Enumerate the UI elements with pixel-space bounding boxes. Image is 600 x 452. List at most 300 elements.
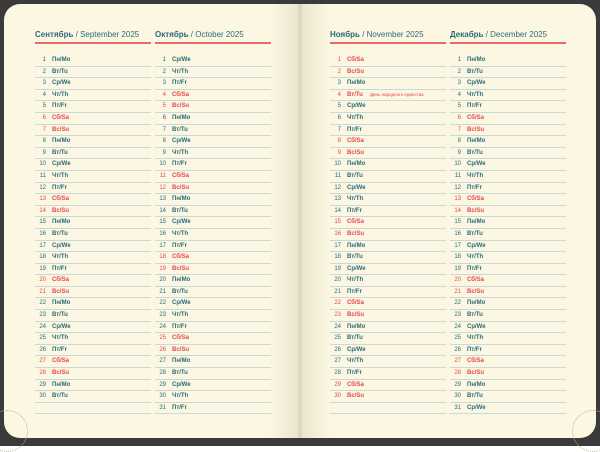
day-row[interactable] bbox=[330, 90, 446, 102]
weekday: Вт/Tu bbox=[52, 230, 68, 237]
month-november bbox=[330, 30, 446, 414]
month-header: Декабрь / December 2025 bbox=[450, 30, 548, 39]
day-row[interactable] bbox=[35, 101, 151, 113]
day-number: 21 bbox=[454, 288, 461, 295]
day-row[interactable] bbox=[35, 275, 151, 287]
day-row[interactable] bbox=[450, 356, 566, 368]
day-row[interactable] bbox=[35, 310, 151, 322]
day-row[interactable] bbox=[35, 356, 151, 368]
day-number: 6 bbox=[42, 114, 46, 121]
day-row[interactable] bbox=[35, 78, 151, 90]
day-row[interactable] bbox=[450, 67, 566, 79]
day-number: 24 bbox=[454, 323, 461, 330]
weekday: Пн/Mo bbox=[52, 57, 71, 63]
weekday: Ср/We bbox=[172, 219, 191, 226]
day-row[interactable] bbox=[330, 67, 446, 79]
day-row[interactable] bbox=[35, 229, 151, 241]
day-row[interactable] bbox=[155, 67, 271, 79]
weekday: Вт/Tu bbox=[172, 126, 188, 133]
day-row[interactable] bbox=[330, 380, 446, 392]
day-row[interactable] bbox=[450, 275, 566, 287]
weekday: Вт/Tu bbox=[467, 68, 483, 75]
day-number: 26 bbox=[334, 346, 341, 353]
day-row[interactable] bbox=[35, 391, 151, 403]
day-number: 30 bbox=[159, 393, 166, 400]
day-number: 24 bbox=[159, 323, 166, 330]
weekday: Пт/Fr bbox=[172, 242, 187, 249]
day-number: 29 bbox=[159, 381, 166, 388]
day-number: 3 bbox=[162, 80, 166, 87]
day-number: 24 bbox=[334, 323, 341, 330]
day-number: 21 bbox=[39, 288, 46, 295]
month-september bbox=[35, 30, 151, 414]
weekday: Пт/Fr bbox=[52, 184, 67, 191]
day-row[interactable] bbox=[155, 229, 271, 241]
day-row[interactable] bbox=[155, 345, 271, 357]
weekday: Вс/Su bbox=[52, 288, 70, 295]
day-row[interactable] bbox=[450, 403, 566, 415]
day-number: 8 bbox=[162, 138, 166, 145]
day-number: 13 bbox=[159, 196, 166, 203]
weekday: Сб/Sa bbox=[347, 138, 364, 145]
weekday: Сб/Sa bbox=[347, 57, 364, 63]
day-number: 5 bbox=[42, 103, 46, 110]
day-row[interactable] bbox=[330, 391, 446, 403]
weekday: Сб/Sa bbox=[52, 277, 69, 284]
day-row[interactable] bbox=[330, 159, 446, 171]
day-number: 4 bbox=[337, 91, 341, 98]
day-row[interactable] bbox=[155, 101, 271, 113]
weekday: Сб/Sa bbox=[467, 277, 484, 284]
day-number: 22 bbox=[454, 300, 461, 307]
day-number: 14 bbox=[334, 207, 341, 214]
day-number: 22 bbox=[39, 300, 46, 307]
weekday: Вт/Tu bbox=[52, 312, 68, 319]
day-row[interactable] bbox=[450, 113, 566, 125]
weekday: Сб/Sa bbox=[52, 196, 69, 203]
weekday: Чт/Th bbox=[347, 358, 364, 365]
day-row[interactable] bbox=[155, 391, 271, 403]
weekday: Чт/Th bbox=[347, 196, 364, 203]
day-row[interactable] bbox=[450, 368, 566, 380]
day-row[interactable] bbox=[330, 55, 446, 67]
weekday: Вт/Tu bbox=[172, 370, 188, 377]
day-number: 20 bbox=[454, 277, 461, 284]
day-number: 4 bbox=[162, 91, 166, 98]
day-row[interactable] bbox=[155, 183, 271, 195]
weekday: Чт/Th bbox=[172, 149, 189, 156]
day-row[interactable] bbox=[35, 368, 151, 380]
day-row[interactable] bbox=[155, 171, 271, 183]
day-row[interactable] bbox=[330, 194, 446, 206]
day-number: 10 bbox=[39, 161, 46, 168]
day-row[interactable] bbox=[330, 275, 446, 287]
day-row[interactable] bbox=[35, 183, 151, 195]
day-row[interactable] bbox=[35, 217, 151, 229]
weekday: Вс/Su bbox=[347, 68, 365, 75]
weekday: Чт/Th bbox=[347, 277, 364, 284]
month-name-ru: Ноябрь bbox=[330, 30, 360, 39]
day-number: 18 bbox=[159, 254, 166, 261]
day-row[interactable] bbox=[35, 136, 151, 148]
weekday: Ср/We bbox=[172, 300, 191, 307]
weekday: Сб/Sa bbox=[52, 114, 69, 121]
day-row[interactable] bbox=[155, 217, 271, 229]
day-row[interactable] bbox=[450, 171, 566, 183]
day-row[interactable] bbox=[450, 159, 566, 171]
day-number: 23 bbox=[159, 312, 166, 319]
weekday: Пт/Fr bbox=[347, 370, 362, 377]
day-number: 26 bbox=[159, 346, 166, 353]
weekday: Пт/Fr bbox=[172, 161, 187, 168]
weekday: Чт/Th bbox=[467, 91, 484, 98]
day-number: 4 bbox=[457, 91, 461, 98]
day-row[interactable] bbox=[330, 298, 446, 310]
weekday: Сб/Sa bbox=[467, 196, 484, 203]
weekday: Пт/Fr bbox=[467, 184, 482, 191]
day-row[interactable] bbox=[330, 345, 446, 357]
day-number: 19 bbox=[159, 265, 166, 272]
day-row[interactable] bbox=[330, 206, 446, 218]
day-row[interactable] bbox=[450, 298, 566, 310]
weekday: Чт/Th bbox=[467, 335, 484, 342]
day-number: 16 bbox=[454, 230, 461, 237]
month-name-ru: Октябрь bbox=[155, 30, 189, 39]
day-number: 7 bbox=[457, 126, 461, 133]
day-number: 10 bbox=[454, 161, 461, 168]
day-row[interactable] bbox=[450, 55, 566, 67]
day-row[interactable] bbox=[450, 310, 566, 322]
day-row[interactable] bbox=[155, 368, 271, 380]
weekday: Пт/Fr bbox=[172, 404, 187, 411]
weekday: Ср/We bbox=[467, 323, 486, 330]
day-row[interactable] bbox=[35, 194, 151, 206]
day-row[interactable] bbox=[450, 333, 566, 345]
day-row[interactable] bbox=[330, 310, 446, 322]
day-row[interactable] bbox=[155, 241, 271, 253]
day-number: 9 bbox=[162, 149, 166, 156]
weekday: Пн/Mo bbox=[347, 242, 366, 249]
day-number: 3 bbox=[42, 80, 46, 87]
weekday: Пт/Fr bbox=[467, 265, 482, 272]
day-row[interactable] bbox=[450, 206, 566, 218]
day-number: 11 bbox=[334, 172, 341, 179]
day-number: 24 bbox=[39, 323, 46, 330]
day-number: 9 bbox=[337, 149, 341, 156]
day-number: 2 bbox=[457, 68, 461, 75]
day-row[interactable] bbox=[35, 125, 151, 137]
day-row[interactable] bbox=[330, 264, 446, 276]
day-number: 17 bbox=[334, 242, 341, 249]
weekday: Пт/Fr bbox=[52, 346, 67, 353]
day-number: 6 bbox=[457, 114, 461, 121]
weekday: Пт/Fr bbox=[172, 80, 187, 87]
day-number: 31 bbox=[454, 404, 461, 411]
day-row[interactable] bbox=[330, 229, 446, 241]
day-row[interactable] bbox=[155, 287, 271, 299]
day-row[interactable] bbox=[330, 183, 446, 195]
day-row[interactable] bbox=[35, 345, 151, 357]
weekday: Ср/We bbox=[467, 242, 486, 249]
day-row[interactable] bbox=[35, 90, 151, 102]
day-row[interactable] bbox=[155, 380, 271, 392]
day-row[interactable] bbox=[155, 148, 271, 160]
day-number: 17 bbox=[39, 242, 46, 249]
day-row[interactable] bbox=[450, 217, 566, 229]
day-number: 12 bbox=[39, 184, 46, 191]
day-row[interactable] bbox=[155, 136, 271, 148]
weekday: Чт/Th bbox=[467, 172, 484, 179]
day-row[interactable] bbox=[450, 125, 566, 137]
weekday: Сб/Sa bbox=[52, 358, 69, 365]
weekday: Вт/Tu bbox=[172, 288, 188, 295]
day-number: 22 bbox=[159, 300, 166, 307]
day-number: 8 bbox=[337, 138, 341, 145]
weekday: Вс/Su bbox=[467, 126, 485, 133]
day-row[interactable] bbox=[450, 183, 566, 195]
day-number: 2 bbox=[42, 68, 46, 75]
weekday: Пн/Mo bbox=[172, 277, 191, 284]
empty-row bbox=[330, 403, 446, 415]
day-number: 18 bbox=[39, 254, 46, 261]
day-row[interactable] bbox=[35, 206, 151, 218]
day-row[interactable] bbox=[450, 148, 566, 160]
day-number: 13 bbox=[334, 196, 341, 203]
day-row[interactable] bbox=[450, 90, 566, 102]
day-number: 6 bbox=[162, 114, 166, 121]
day-row[interactable] bbox=[35, 264, 151, 276]
weekday: Сб/Sa bbox=[347, 381, 364, 388]
weekday: Сб/Sa bbox=[467, 358, 484, 365]
day-number: 15 bbox=[39, 219, 46, 226]
weekday: Ср/We bbox=[52, 161, 71, 168]
day-number: 30 bbox=[454, 393, 461, 400]
weekday: Вт/Tu bbox=[347, 335, 363, 342]
weekday: Вт/Tu bbox=[347, 91, 363, 98]
weekday: Пн/Mo bbox=[172, 358, 191, 365]
weekday: Ср/We bbox=[52, 80, 71, 87]
day-row[interactable] bbox=[155, 113, 271, 125]
weekday: Вс/Su bbox=[347, 230, 365, 237]
day-row[interactable] bbox=[35, 298, 151, 310]
month-name-en: October 2025 bbox=[195, 30, 244, 39]
day-number: 23 bbox=[334, 312, 341, 319]
month-name-en: December 2025 bbox=[490, 30, 548, 39]
weekday: Сб/Sa bbox=[347, 300, 364, 307]
day-row[interactable] bbox=[35, 287, 151, 299]
weekday: Сб/Sa bbox=[172, 172, 189, 179]
day-row[interactable] bbox=[35, 171, 151, 183]
day-number: 21 bbox=[159, 288, 166, 295]
day-number: 11 bbox=[159, 172, 166, 179]
day-row[interactable] bbox=[330, 252, 446, 264]
day-row[interactable] bbox=[330, 368, 446, 380]
day-number: 11 bbox=[39, 172, 46, 179]
weekday: Вт/Tu bbox=[467, 149, 483, 156]
day-number: 1 bbox=[162, 57, 166, 63]
day-number: 2 bbox=[162, 68, 166, 75]
day-row[interactable] bbox=[330, 136, 446, 148]
day-number: 5 bbox=[162, 103, 166, 110]
day-row[interactable] bbox=[35, 322, 151, 334]
weekday: Чт/Th bbox=[52, 335, 69, 342]
weekday: Пт/Fr bbox=[52, 265, 67, 272]
weekday: Вс/Su bbox=[52, 126, 70, 133]
day-number: 28 bbox=[39, 370, 46, 377]
day-row[interactable] bbox=[450, 380, 566, 392]
day-row[interactable] bbox=[330, 113, 446, 125]
day-row[interactable] bbox=[35, 159, 151, 171]
day-number: 3 bbox=[457, 80, 461, 87]
day-number: 23 bbox=[454, 312, 461, 319]
day-row[interactable] bbox=[450, 194, 566, 206]
day-row[interactable] bbox=[155, 356, 271, 368]
weekday: Пн/Mo bbox=[467, 300, 486, 307]
day-row[interactable] bbox=[330, 356, 446, 368]
holiday-note: День народного единства bbox=[370, 91, 424, 97]
weekday: Пн/Mo bbox=[52, 219, 71, 226]
day-number: 16 bbox=[159, 230, 166, 237]
day-row[interactable] bbox=[155, 55, 271, 67]
day-row[interactable] bbox=[450, 391, 566, 403]
day-number: 8 bbox=[457, 138, 461, 145]
day-number: 19 bbox=[334, 265, 341, 272]
day-number: 28 bbox=[334, 370, 341, 377]
day-row[interactable] bbox=[330, 125, 446, 137]
day-row[interactable] bbox=[35, 380, 151, 392]
day-number: 20 bbox=[334, 277, 341, 284]
weekday: Сб/Sa bbox=[172, 335, 189, 342]
day-number: 9 bbox=[457, 149, 461, 156]
weekday: Вс/Su bbox=[347, 149, 365, 156]
day-row[interactable] bbox=[155, 252, 271, 264]
day-row[interactable] bbox=[35, 67, 151, 79]
weekday: Ср/We bbox=[347, 103, 366, 110]
day-number: 31 bbox=[159, 404, 166, 411]
day-row[interactable] bbox=[330, 217, 446, 229]
month-name-ru: Декабрь bbox=[450, 30, 484, 39]
day-row[interactable] bbox=[450, 322, 566, 334]
day-row[interactable] bbox=[155, 194, 271, 206]
day-number: 7 bbox=[337, 126, 341, 133]
day-row[interactable] bbox=[330, 78, 446, 90]
day-row[interactable] bbox=[155, 333, 271, 345]
day-number: 7 bbox=[162, 126, 166, 133]
day-row[interactable] bbox=[35, 55, 151, 67]
header-underline bbox=[155, 42, 271, 44]
day-row[interactable] bbox=[155, 159, 271, 171]
day-number: 29 bbox=[334, 381, 341, 388]
day-row[interactable] bbox=[155, 125, 271, 137]
day-row[interactable] bbox=[330, 287, 446, 299]
day-row[interactable] bbox=[450, 101, 566, 113]
day-row[interactable] bbox=[35, 148, 151, 160]
weekday: Сб/Sa bbox=[172, 254, 189, 261]
header-underline bbox=[330, 42, 446, 44]
weekday: Вт/Tu bbox=[52, 393, 68, 400]
day-row[interactable] bbox=[35, 113, 151, 125]
day-row[interactable] bbox=[450, 241, 566, 253]
day-row[interactable] bbox=[450, 252, 566, 264]
day-number: 29 bbox=[39, 381, 46, 388]
weekday: Чт/Th bbox=[172, 393, 189, 400]
weekday: Чт/Th bbox=[172, 68, 189, 75]
day-row[interactable] bbox=[450, 229, 566, 241]
day-row[interactable] bbox=[35, 333, 151, 345]
header-underline bbox=[450, 42, 566, 44]
day-row[interactable] bbox=[330, 148, 446, 160]
weekday: Ср/We bbox=[347, 346, 366, 353]
day-row[interactable] bbox=[330, 171, 446, 183]
day-row[interactable] bbox=[155, 78, 271, 90]
day-row[interactable] bbox=[35, 241, 151, 253]
day-number: 6 bbox=[337, 114, 341, 121]
weekday: Вт/Tu bbox=[52, 68, 68, 75]
month-header: Октябрь / October 2025 bbox=[155, 30, 244, 39]
weekday: Ср/We bbox=[467, 404, 486, 411]
day-row[interactable] bbox=[35, 252, 151, 264]
day-row[interactable] bbox=[330, 333, 446, 345]
weekday: Ср/We bbox=[172, 381, 191, 388]
day-row[interactable] bbox=[155, 322, 271, 334]
day-row[interactable] bbox=[155, 275, 271, 287]
day-row[interactable] bbox=[450, 345, 566, 357]
weekday: Сб/Sa bbox=[467, 114, 484, 121]
day-number: 25 bbox=[159, 335, 166, 342]
day-row[interactable] bbox=[155, 310, 271, 322]
day-number: 4 bbox=[42, 91, 46, 98]
weekday: Пн/Mo bbox=[347, 80, 366, 87]
day-number: 12 bbox=[454, 184, 461, 191]
weekday: Вс/Su bbox=[467, 207, 485, 214]
day-row[interactable] bbox=[155, 298, 271, 310]
day-number: 14 bbox=[454, 207, 461, 214]
day-row[interactable] bbox=[450, 78, 566, 90]
weekday: Пт/Fr bbox=[467, 103, 482, 110]
weekday: Сб/Sa bbox=[347, 219, 364, 226]
day-row[interactable] bbox=[155, 403, 271, 415]
day-row[interactable] bbox=[450, 136, 566, 148]
day-row[interactable] bbox=[155, 264, 271, 276]
weekday: Пт/Fr bbox=[347, 288, 362, 295]
month-name-ru: Сентябрь bbox=[35, 30, 74, 39]
day-number: 9 bbox=[42, 149, 46, 156]
day-row[interactable] bbox=[155, 90, 271, 102]
day-number: 18 bbox=[454, 254, 461, 261]
day-number: 26 bbox=[454, 346, 461, 353]
month-name-en: November 2025 bbox=[366, 30, 424, 39]
weekday: Пт/Fr bbox=[172, 323, 187, 330]
day-row[interactable] bbox=[330, 241, 446, 253]
weekday: Вс/Su bbox=[52, 370, 70, 377]
weekday: Вс/Su bbox=[52, 207, 70, 214]
day-number: 1 bbox=[42, 57, 46, 63]
weekday: Чт/Th bbox=[52, 172, 69, 179]
weekday: Вт/Tu bbox=[347, 254, 363, 261]
day-number: 21 bbox=[334, 288, 341, 295]
day-row[interactable] bbox=[450, 264, 566, 276]
day-number: 11 bbox=[454, 172, 461, 179]
weekday: Ср/We bbox=[172, 138, 191, 145]
day-row[interactable] bbox=[330, 101, 446, 113]
day-row[interactable] bbox=[450, 287, 566, 299]
day-number: 27 bbox=[334, 358, 341, 365]
day-number: 20 bbox=[159, 277, 166, 284]
day-row[interactable] bbox=[330, 322, 446, 334]
day-row[interactable] bbox=[155, 206, 271, 218]
weekday: Ср/We bbox=[347, 265, 366, 272]
weekday: Ср/We bbox=[467, 161, 486, 168]
